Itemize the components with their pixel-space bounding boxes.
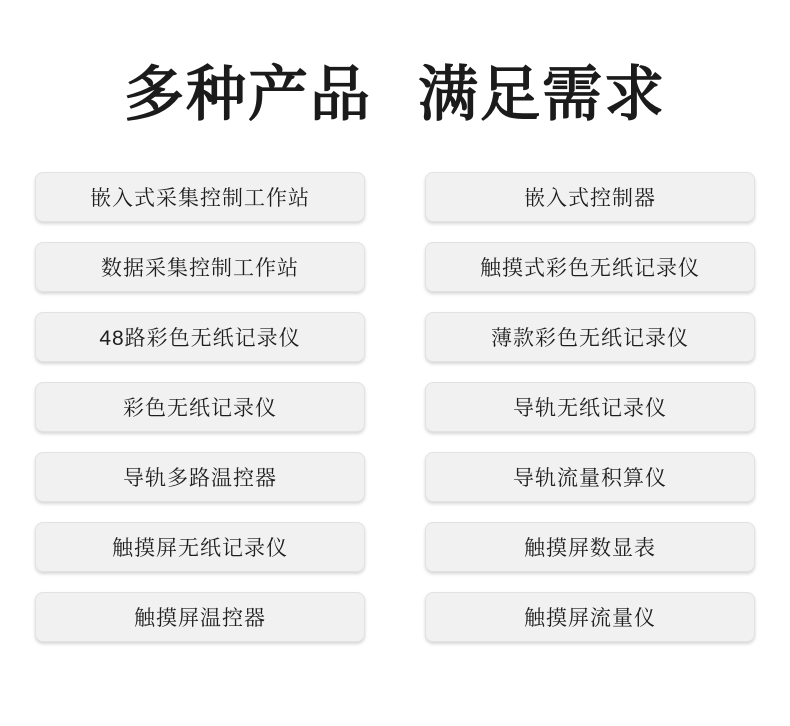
product-item[interactable]: 触摸屏无纸记录仪 (35, 522, 365, 572)
product-item[interactable]: 触摸屏流量仪 (425, 592, 755, 642)
page-title-part-1: 多种产品 (124, 61, 372, 128)
product-item[interactable]: 触摸屏数显表 (425, 522, 755, 572)
page-title (0, 0, 790, 128)
product-column-left (35, 172, 365, 642)
product-item[interactable]: 嵌入式采集控制工作站 (35, 172, 365, 222)
product-item[interactable]: 嵌入式控制器 (425, 172, 755, 222)
product-item[interactable]: 导轨无纸记录仪 (425, 382, 755, 432)
product-item[interactable]: 48路彩色无纸记录仪 (35, 312, 365, 362)
product-item[interactable]: 导轨多路温控器 (35, 452, 365, 502)
product-item[interactable]: 触摸式彩色无纸记录仪 (425, 242, 755, 292)
product-item[interactable]: 彩色无纸记录仪 (35, 382, 365, 432)
product-item[interactable]: 触摸屏温控器 (35, 592, 365, 642)
product-columns (0, 172, 790, 642)
product-item[interactable]: 导轨流量积算仪 (425, 452, 755, 502)
product-item[interactable]: 薄款彩色无纸记录仪 (425, 312, 755, 362)
product-column-right (425, 172, 755, 642)
page-title-part-2: 满足需求 (418, 61, 666, 128)
product-item[interactable]: 数据采集控制工作站 (35, 242, 365, 292)
